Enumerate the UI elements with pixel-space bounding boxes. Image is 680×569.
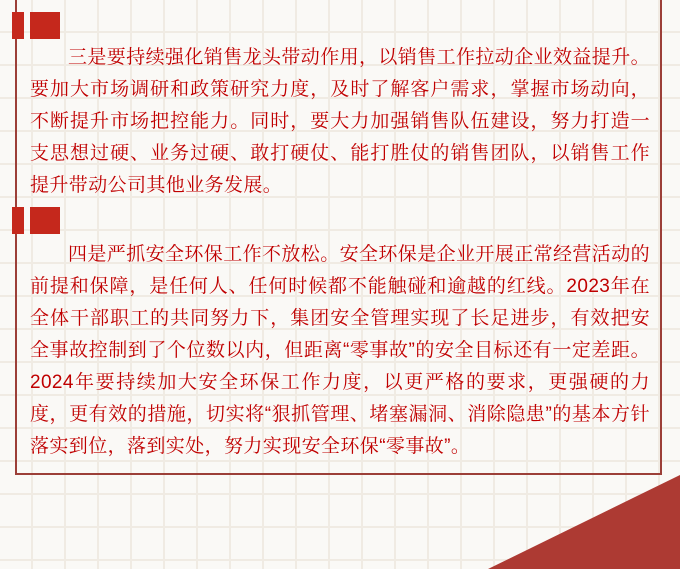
- red-square-icon: [30, 207, 60, 234]
- red-bar-icon: [12, 12, 24, 39]
- red-square-icon: [30, 12, 60, 39]
- paragraph-section-three: 三是要持续强化销售龙头带动作用，以销售工作拉动企业效益提升。要加大市场调研和政策研究力度，及时了解客户需求，掌握市场动向，不断提升市场把控能力。同时，要大力加强销售队伍建设，努力打造一支思想过硬、业务过硬、敢打硬仗、能打胜仗的销售团队，以销售工作提升带动公司其他业务发展。: [30, 47, 651, 196]
- paragraph-section-four: 四是严抓安全环保工作不放松。安全环保是企业开展正常经营活动的前提和保障，是任何人、任何时候都不能触碰和逾越的红线。2023年在全体干部职工的共同努力下，集团安全管理实现了长足进步，有效把安全事故控制到了个位数以内，但距离“零事故”的安全目标还有一定差距。2024年要持续加大安全环保工作力度，以更严格的要求，更强硬的力度，更有效的措施，切实将“狠抓管理、堵塞漏洞、消除隐患”的基本方针落实到位，落到实处，努力实现安全环保“零事故”。: [30, 244, 651, 457]
- corner-triangle-icon: [488, 475, 680, 569]
- red-bar-icon: [12, 207, 24, 234]
